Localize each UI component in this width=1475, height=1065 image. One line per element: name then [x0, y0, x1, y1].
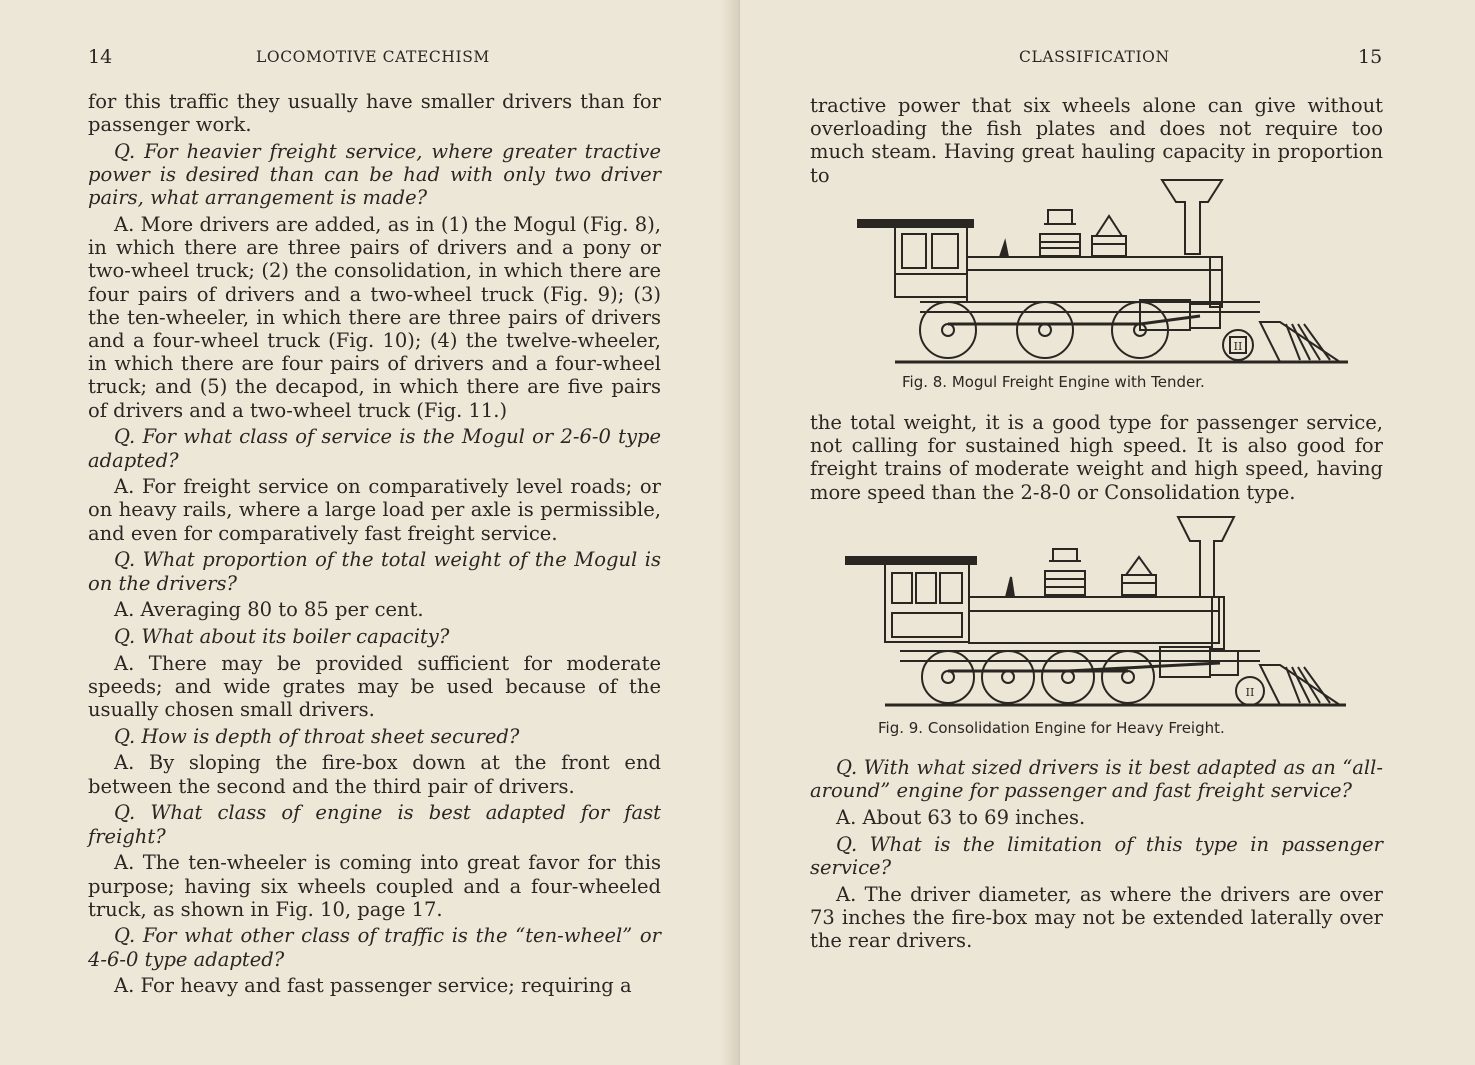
figure-9-caption: Fig. 9. Consolidation Engine for Heavy Freight. — [878, 719, 1225, 737]
right-text-block-bottom — [810, 756, 1383, 956]
right-page — [740, 0, 1475, 1065]
question: Q. What proportion of the total weight of the Mogul is on the drivers? — [88, 548, 661, 595]
question: Q. What class of engine is best adapted for fast freight? — [88, 801, 661, 848]
truck-mark: II — [1233, 340, 1243, 353]
question: Q. With what sized drivers is it best adapted as an “all-around” engine for passenger and fast freight service? — [810, 756, 1383, 803]
right-text-block-middle — [810, 411, 1383, 507]
answer: A. The driver diameter, as where the drivers are over 73 inches the fire-box may not be extended laterally over the rear drivers. — [810, 882, 1383, 952]
answer: A. There may be provided sufficient for moderate speeds; and wide grates may be used because of the usually chosen small drivers. — [88, 651, 661, 722]
truck-mark: II — [1245, 686, 1255, 699]
figure-9-consolidation-engine — [840, 515, 1360, 711]
answer: A. The ten-wheeler is coming into great favor for this purpose; having six wheels coupled and a four-wheeled truck, as shown in Fig. 10, page 17. — [88, 851, 661, 921]
question: Q. For heavier freight service, where greater tractive power is desired than can be had with only two driver pairs, what arrangement is made? — [88, 139, 661, 210]
running-head-right: CLASSIFICATION — [1019, 48, 1170, 66]
left-text-column — [88, 90, 661, 1001]
answer: A. Averaging 80 to 85 per cent. — [114, 598, 424, 622]
question: Q. For what other class of traffic is the “ten-wheel” or 4-6-0 type adapted? — [88, 924, 661, 971]
paragraph: the total weight, it is a good type for passenger service, not calling for sustained high speed. It is also good for freight trains of moderate weight and high speed, having more speed than the 2-8-0 or Consolidation type. — [810, 411, 1383, 504]
question: Q. What about its boiler capacity? — [114, 624, 450, 648]
page-number-right: 15 — [1358, 46, 1383, 68]
figure-8-mogul-engine — [840, 172, 1360, 368]
figure-8-caption: Fig. 8. Mogul Freight Engine with Tender. — [902, 373, 1205, 391]
running-head-left: LOCOMOTIVE CATECHISM — [256, 48, 490, 66]
answer: A. For heavy and fast passenger service; requiring a — [114, 974, 632, 998]
paragraph: for this traffic they usually have smaller drivers than for passenger work. — [88, 90, 661, 137]
answer: A. About 63 to 69 inches. — [836, 805, 1086, 829]
paragraph: tractive power that six wheels alone can give without overloading the fish plates and does not require too much steam. Having great hauling capacity in proportion to — [810, 94, 1383, 187]
mogul-engine-drawing — [840, 172, 1360, 368]
question: Q. For what class of service is the Mogul or 2-6-0 type adapted? — [88, 425, 661, 472]
question: Q. How is depth of throat sheet secured? — [114, 724, 520, 748]
answer: A. More drivers are added, as in (1) the Mogul (Fig. 8), in which there are three pairs of drivers and a pony or two-wheel truck; (2) the consolidation, in which there are four pairs of drivers and a two-wheel truck (Fig. 9); (3) the ten-wheeler, in which there are three pairs of drivers and a four-wheel truck (Fig. 10); (4) the twelve-wheeler, in which there are four pairs of drivers and a four-wheel truck; and (5) the decapod, in which there are five pairs of drivers and a two-wheel truck (Fig. 11.) — [88, 213, 661, 422]
question: Q. What is the limitation of this type in passenger service? — [810, 832, 1383, 879]
answer: A. By sloping the fire-box down at the front end between the second and the third pair of drivers. — [88, 751, 661, 798]
consolidation-engine-drawing — [840, 515, 1360, 711]
answer: A. For freight service on comparatively level roads; or on heavy rails, where a large load per axle is permissible, and even for comparatively fast freight service. — [88, 475, 661, 545]
page-number-left: 14 — [88, 46, 113, 68]
